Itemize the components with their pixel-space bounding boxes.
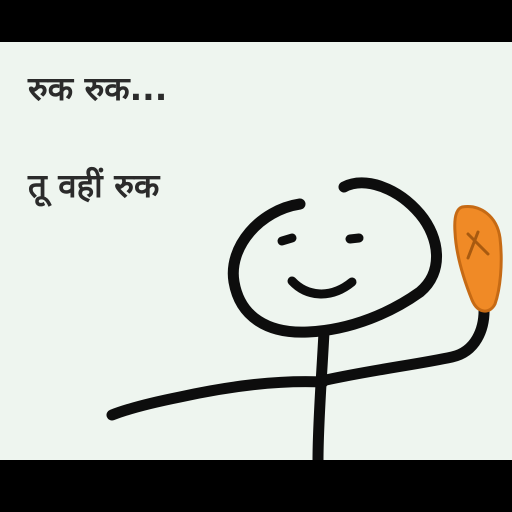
left-arm [112,382,323,415]
stick-figure-head [233,183,436,332]
caption-line-1: रुक रुक... [28,69,168,108]
caption-line-2: तू वहीं रुक [28,166,160,205]
left-eye [282,238,292,241]
smile [292,281,352,294]
right-arm [326,307,484,380]
right-eye [350,238,359,239]
stick-figure-body [318,332,324,460]
stick-figure-drawing [0,42,512,460]
meme-panel [0,42,512,460]
slipper-icon [455,207,501,312]
